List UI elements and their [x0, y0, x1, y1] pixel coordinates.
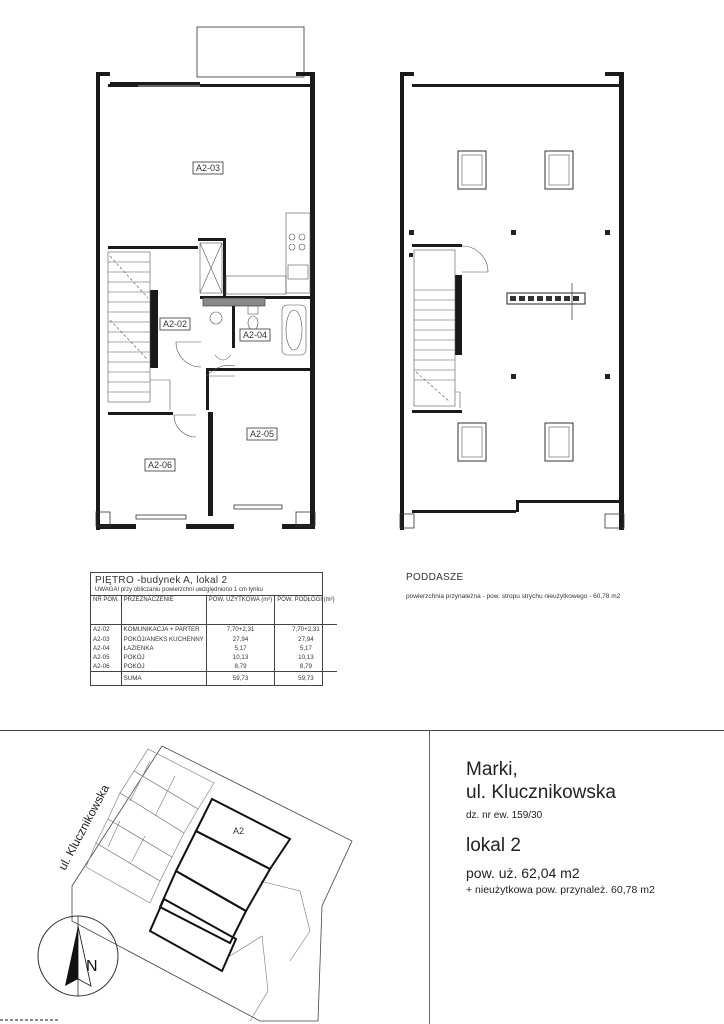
neighbour-buildings [86, 749, 214, 903]
table-row [91, 644, 337, 653]
info-block [466, 758, 716, 896]
doors [174, 342, 235, 437]
svg-text:A2-05: A2-05 [249, 429, 275, 439]
cell-nr: A2-04 [91, 644, 121, 653]
header-floor: POW. PODŁOGI (m²) [275, 596, 337, 625]
interior-wall [108, 412, 173, 415]
table-row [91, 662, 337, 672]
attic-wall-top [412, 84, 619, 87]
wall-corner [296, 72, 315, 76]
attic-description: powierzchnia przynależna - pow. stropu strychu nieużytkowego - 60,78 m2 [406, 593, 621, 600]
usable-area: pow. uż. 62,04 m2 [466, 865, 580, 881]
staircase [108, 252, 170, 410]
wall-right [310, 72, 315, 528]
sum-usable: 59,73 [206, 672, 274, 686]
bottom-window [234, 505, 282, 509]
bottom-window [136, 515, 186, 519]
attic-title: PODDASZE [406, 572, 464, 583]
site-plan [0, 731, 430, 1024]
wall-top [108, 84, 138, 87]
attic-wall-bottom [412, 510, 516, 513]
table-row [91, 625, 337, 635]
cell-usable: 8,79 [206, 662, 274, 672]
interior-wall [198, 238, 226, 241]
cell-purpose: POKÓJ [121, 662, 206, 672]
svg-text:A2-02: A2-02 [162, 319, 188, 329]
bottom-dash-line [0, 1019, 60, 1021]
attic-wall-corner [605, 72, 624, 76]
area-table [90, 572, 335, 686]
street-label: ul. Klucznikowska [55, 782, 113, 873]
wall-corner [96, 72, 110, 76]
sum-label: SUMA [121, 672, 206, 686]
table-title: PIĘTRO -budynek A, lokal 2 [95, 575, 228, 586]
attic-interior-wall [412, 410, 462, 413]
path-line [260, 881, 310, 961]
cell-floor: 27,94 [298, 635, 314, 643]
table-header-row [91, 596, 337, 625]
attic-wall-left [400, 72, 404, 530]
svg-text:A2-06: A2-06 [147, 460, 173, 470]
svg-text:A2-03: A2-03 [195, 163, 221, 173]
room-tag-a2-04 [240, 329, 270, 341]
attic-wall-bottom [516, 500, 619, 503]
interior-wall [223, 238, 226, 298]
attic-stair-wall [455, 275, 462, 355]
plot-outline [72, 746, 352, 1021]
cell-floor: 8,79 [299, 662, 312, 670]
room-tag-a2-06 [145, 459, 175, 471]
sum-floor: 59,73 [275, 672, 337, 686]
attic-interior-wall [412, 244, 462, 247]
north-label: N [86, 958, 98, 975]
unit-name: lokal 2 [466, 835, 521, 856]
cell-floor: 5,17 [299, 644, 312, 652]
roof-windows [458, 151, 573, 461]
wall-bottom [186, 524, 234, 529]
first-floor-plan [96, 27, 315, 530]
cell-nr: A2-05 [91, 653, 121, 662]
interior-wall [108, 246, 198, 249]
header-purpose: PRZEZNACZENIE [121, 596, 206, 625]
balcony [197, 27, 304, 77]
attic-staircase [414, 250, 460, 408]
outer-wall [96, 72, 200, 230]
attic-wall-step [516, 500, 519, 512]
street: ul. Klucznikowska [466, 782, 616, 803]
cell-floor: 10,13 [298, 653, 314, 661]
table-sum-row [91, 672, 337, 686]
interior-wall [208, 412, 213, 516]
room-tag-a2-03 [193, 162, 223, 174]
unit-a2-label: A2 [233, 826, 245, 836]
room-tag-a2-05 [247, 428, 277, 440]
wall-left [96, 72, 100, 530]
city: Marki, [466, 759, 518, 780]
north-arrow [38, 916, 118, 996]
table-note: UWAGA! przy obliczaniu powierzchni uwzględniono 1 cm tynku [91, 587, 322, 597]
unit-outline [160, 871, 246, 943]
header-nr: NR POM. [91, 596, 121, 625]
attic-wall-corner [400, 72, 414, 76]
cell-nr: A2-02 [91, 625, 121, 635]
table-row [91, 653, 337, 662]
attic-note [406, 572, 620, 600]
unit-outline [150, 899, 236, 971]
cell-usable: 5,17 [206, 644, 274, 653]
cell-nr: A2-06 [91, 662, 121, 672]
extra-area: + nieużytkowa pow. przynależ. 60,78 m2 [466, 884, 655, 896]
cell-nr: A2-03 [91, 635, 121, 644]
kitchen-unit [200, 213, 310, 294]
stair-wall [150, 290, 158, 368]
top-window [138, 85, 200, 87]
cell-usable: 27,94 [206, 635, 274, 644]
attic-hatch [462, 246, 488, 272]
table-row [91, 635, 337, 644]
attic-plan [400, 72, 624, 530]
cell-purpose: KOMUNIKACJA + PARTER [121, 625, 206, 635]
parcel-number: dz. nr ew. 159/30 [466, 810, 543, 821]
cell-nr-empty [91, 672, 121, 686]
wall-bottom [282, 524, 315, 529]
cell-purpose: POKÓJ [121, 653, 206, 662]
attic-wall-right [619, 72, 624, 530]
interior-wall [206, 368, 310, 371]
chimney-beam [507, 283, 585, 320]
header-usable: POW. UŻYTKOWA (m²) [206, 596, 274, 625]
cell-usable: 10,13 [206, 653, 274, 662]
cell-usable: 7,70+2,31 [206, 625, 274, 635]
wall-bottom [96, 524, 136, 529]
cell-purpose: POKÓJ/ANEKS KUCHENNY [121, 635, 206, 644]
area-table-grid [91, 596, 337, 685]
wall-top [200, 84, 310, 87]
room-tag-a2-02 [160, 318, 190, 330]
svg-text:A2-04: A2-04 [242, 330, 268, 340]
cell-purpose: ŁAZIENKA [121, 644, 206, 653]
cell-floor: 7,70+2,31 [292, 626, 320, 634]
